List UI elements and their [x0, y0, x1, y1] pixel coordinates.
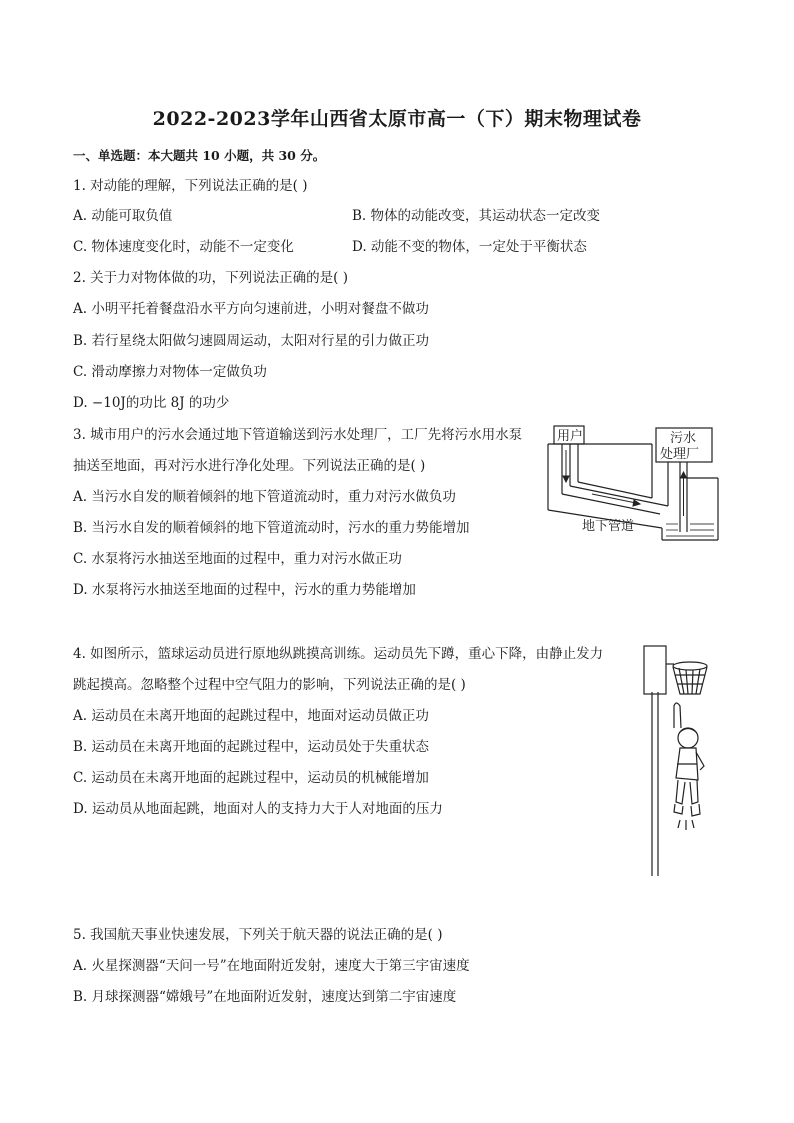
q4-option-b: B. 运动员在未离开地面的起跳过程中，运动员处于失重状态	[73, 739, 430, 755]
sewage-pipe-figure	[540, 420, 730, 550]
q2-option-d: D. −10J的功比 8J 的功少	[73, 395, 230, 411]
q2-option-c: C. 滑动摩擦力对物体一定做负功	[73, 364, 267, 380]
page-title: 2022-2023学年山西省太原市高一（下）期末物理试卷	[152, 108, 642, 130]
q5-stem: 5. 我国航天事业快速发展，下列关于航天器的说法正确的是( )	[73, 927, 443, 943]
q3-option-a: A. 当污水自发的顺着倾斜的地下管道流动时，重力对污水做负功	[73, 489, 456, 505]
q5-option-b: B. 月球探测器“嫦娥号”在地面附近发射，速度达到第二宇宙速度	[73, 989, 457, 1005]
q2-option-b: B. 若行星绕太阳做匀速圆周运动，太阳对行星的引力做正功	[73, 333, 430, 349]
user-label: 用户	[557, 429, 584, 444]
q3-option-b: B. 当污水自发的顺着倾斜的地下管道流动时，污水的重力势能增加	[73, 520, 470, 536]
q4-stem-line-2: 跳起摸高。忽略整个过程中空气阻力的影响，下列说法正确的是( )	[73, 677, 466, 693]
q4-option-c: C. 运动员在未离开地面的起跳过程中，运动员的机械能增加	[73, 770, 429, 786]
q3-option-d: D. 水泵将污水抽送至地面的过程中，污水的重力势能增加	[73, 582, 416, 598]
basketball-jump-figure	[630, 640, 730, 880]
q2-stem: 2. 关于力对物体做的功，下列说法正确的是( )	[73, 270, 348, 286]
plant-label-line-1: 污水	[670, 431, 697, 446]
q4-option-d: D. 运动员从地面起跳，地面对人的支持力大于人对地面的压力	[73, 801, 443, 817]
q1-option-c: C. 物体速度变化时，动能不一定变化	[73, 239, 294, 255]
q4-stem-line-1: 4. 如图所示，篮球运动员进行原地纵跳摸高训练。运动员先下蹲，重心下降，由静止发力	[73, 646, 604, 662]
q4-option-a: A. 运动员在未离开地面的起跳过程中，地面对运动员做正功	[73, 708, 429, 724]
section-heading: 一、单选题：本大题共 10 小题，共 30 分。	[73, 148, 326, 163]
q3-option-c: C. 水泵将污水抽送至地面的过程中，重力对污水做正功	[73, 551, 402, 567]
plant-label-line-2: 处理厂	[660, 447, 700, 462]
q3-stem-line-1: 3. 城市用户的污水会通过地下管道输送到污水处理厂，工厂先将污水用水泵	[73, 427, 523, 443]
pipe-label: 地下管道	[582, 519, 635, 534]
q1-option-d: D. 动能不变的物体，一定处于平衡状态	[352, 239, 587, 255]
q1-option-a: A. 动能可取负值	[73, 208, 173, 224]
q5-option-a: A. 火星探测器“天问一号”在地面附近发射，速度大于第三宇宙速度	[73, 958, 470, 974]
q1-option-b: B. 物体的动能改变，其运动状态一定改变	[352, 208, 601, 224]
q2-option-a: A. 小明平托着餐盘沿水平方向匀速前进，小明对餐盘不做功	[73, 301, 429, 317]
q3-stem-line-2: 抽送至地面，再对污水进行净化处理。下列说法正确的是( )	[73, 458, 426, 474]
q1-stem: 1. 对动能的理解，下列说法正确的是( )	[73, 178, 308, 194]
